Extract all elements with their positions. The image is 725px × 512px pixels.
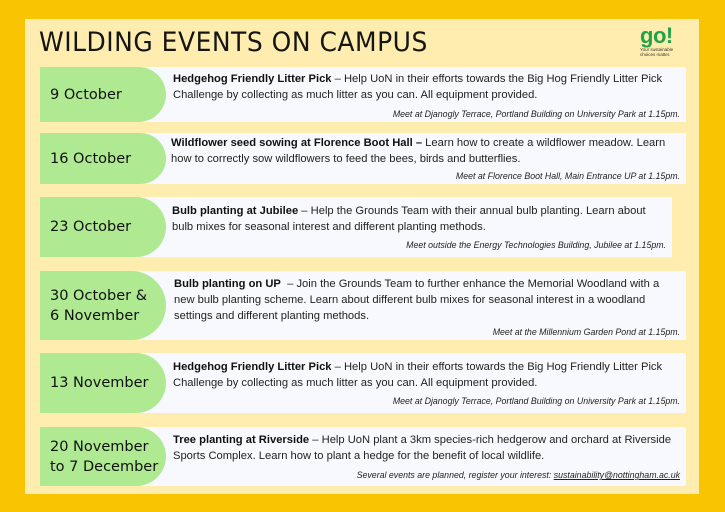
- separator: –: [309, 434, 322, 446]
- event-date-tab: [40, 67, 166, 122]
- event-body: [173, 432, 680, 464]
- event-date: [50, 437, 158, 477]
- event-description: Help the Grounds Team with their annual bulb planting. Learn about bulb mixes for seasonal interest and different planting methods.: [172, 205, 646, 233]
- separator: –: [298, 205, 311, 217]
- date-line-1: 30 October &: [50, 287, 148, 304]
- event-card: [40, 271, 686, 340]
- date-line-2: to 7 December: [50, 458, 159, 475]
- email-link[interactable]: sustainability@nottingham.ac.uk: [553, 470, 680, 480]
- separator: –: [280, 278, 297, 290]
- event-register-note: [357, 470, 680, 480]
- event-date-tab: [40, 197, 166, 257]
- event-description: Help UoN plant a 3km species-rich hedgerow and orchard at Riverside Sports Complex. Learn how to plant a hedge for the benefit of local wildlife.: [173, 434, 672, 462]
- event-description: Join the Grounds Team to further enhance the Memorial Woodland with a new bulb planting scheme. Learn about different bulb mixes for seasonal interest in a woodland settings and different planting methods.: [174, 278, 660, 322]
- date-line-2: 6 November: [50, 307, 140, 324]
- event-date: 16 October: [50, 150, 132, 167]
- separator: –: [331, 73, 344, 85]
- event-card: [40, 67, 686, 122]
- event-description: Learn how to create a wildflower meadow. Learn how to correctly sow wildflowers to feed the bees, birds and butterflies.: [171, 137, 666, 165]
- register-text: Several events are planned, register your interest:: [356, 470, 554, 480]
- event-meeting-point: Meet at Djanogly Terrace, Portland Building on University Park at 1.15pm.: [392, 109, 680, 119]
- event-meeting-point: Meet at the Millennium Garden Pond at 1.15pm.: [492, 327, 680, 337]
- separator: –: [331, 361, 344, 373]
- event-title: Hedgehog Friendly Litter Pick: [173, 73, 332, 85]
- event-title: Tree planting at Riverside: [173, 434, 310, 446]
- date-line-1: 20 November: [50, 438, 149, 455]
- page-title: WILDING EVENTS ON CAMPUS: [39, 26, 428, 58]
- event-date-tab: [40, 353, 166, 413]
- event-title: Wildflower seed sowing at Florence Boot Hall: [171, 137, 413, 149]
- event-title: Bulb planting on UP: [174, 278, 281, 290]
- event-body: [172, 203, 666, 235]
- logo-tagline: Your sustainable choices matter.: [640, 47, 674, 57]
- event-card: [40, 197, 686, 257]
- event-description: Help UoN in their efforts towards the Big Hog Friendly Litter Pick Challenge by collecting as much litter as you can. All equipment provided.: [173, 73, 663, 101]
- event-card: [40, 353, 686, 413]
- event-meeting-point: Meet at Florence Boot Hall, Main Entrance UP at 1.15pm.: [455, 171, 680, 181]
- event-body: [171, 135, 680, 167]
- event-title: Hedgehog Friendly Litter Pick: [173, 361, 332, 373]
- go-logo: [640, 25, 680, 57]
- event-body: [173, 71, 680, 103]
- event-date-tab: [40, 427, 166, 486]
- event-body: [173, 359, 680, 391]
- event-date-tab: [40, 271, 166, 340]
- event-card: [40, 133, 686, 184]
- event-date-tab: [40, 133, 166, 184]
- event-title: Bulb planting at Jubilee: [172, 205, 299, 217]
- event-date: 23 October: [50, 219, 132, 235]
- event-card: [40, 427, 686, 486]
- event-meeting-point: Meet at Djanogly Terrace, Portland Building on University Park at 1.15pm.: [392, 396, 680, 406]
- separator: –: [412, 137, 426, 149]
- event-meeting-point: Meet outside the Energy Technologies Building, Jubilee at 1.15pm.: [406, 240, 666, 250]
- poster-panel: [25, 19, 699, 494]
- event-date: 13 November: [50, 375, 149, 391]
- event-body: [174, 276, 680, 324]
- event-date: 9 October: [50, 86, 122, 103]
- logo-mark: go!: [640, 23, 673, 48]
- event-date: [50, 286, 147, 326]
- event-description: Help UoN in their efforts towards the Big Hog Friendly Litter Pick Challenge by collecting as much litter as you can. All equipment provided.: [173, 361, 663, 389]
